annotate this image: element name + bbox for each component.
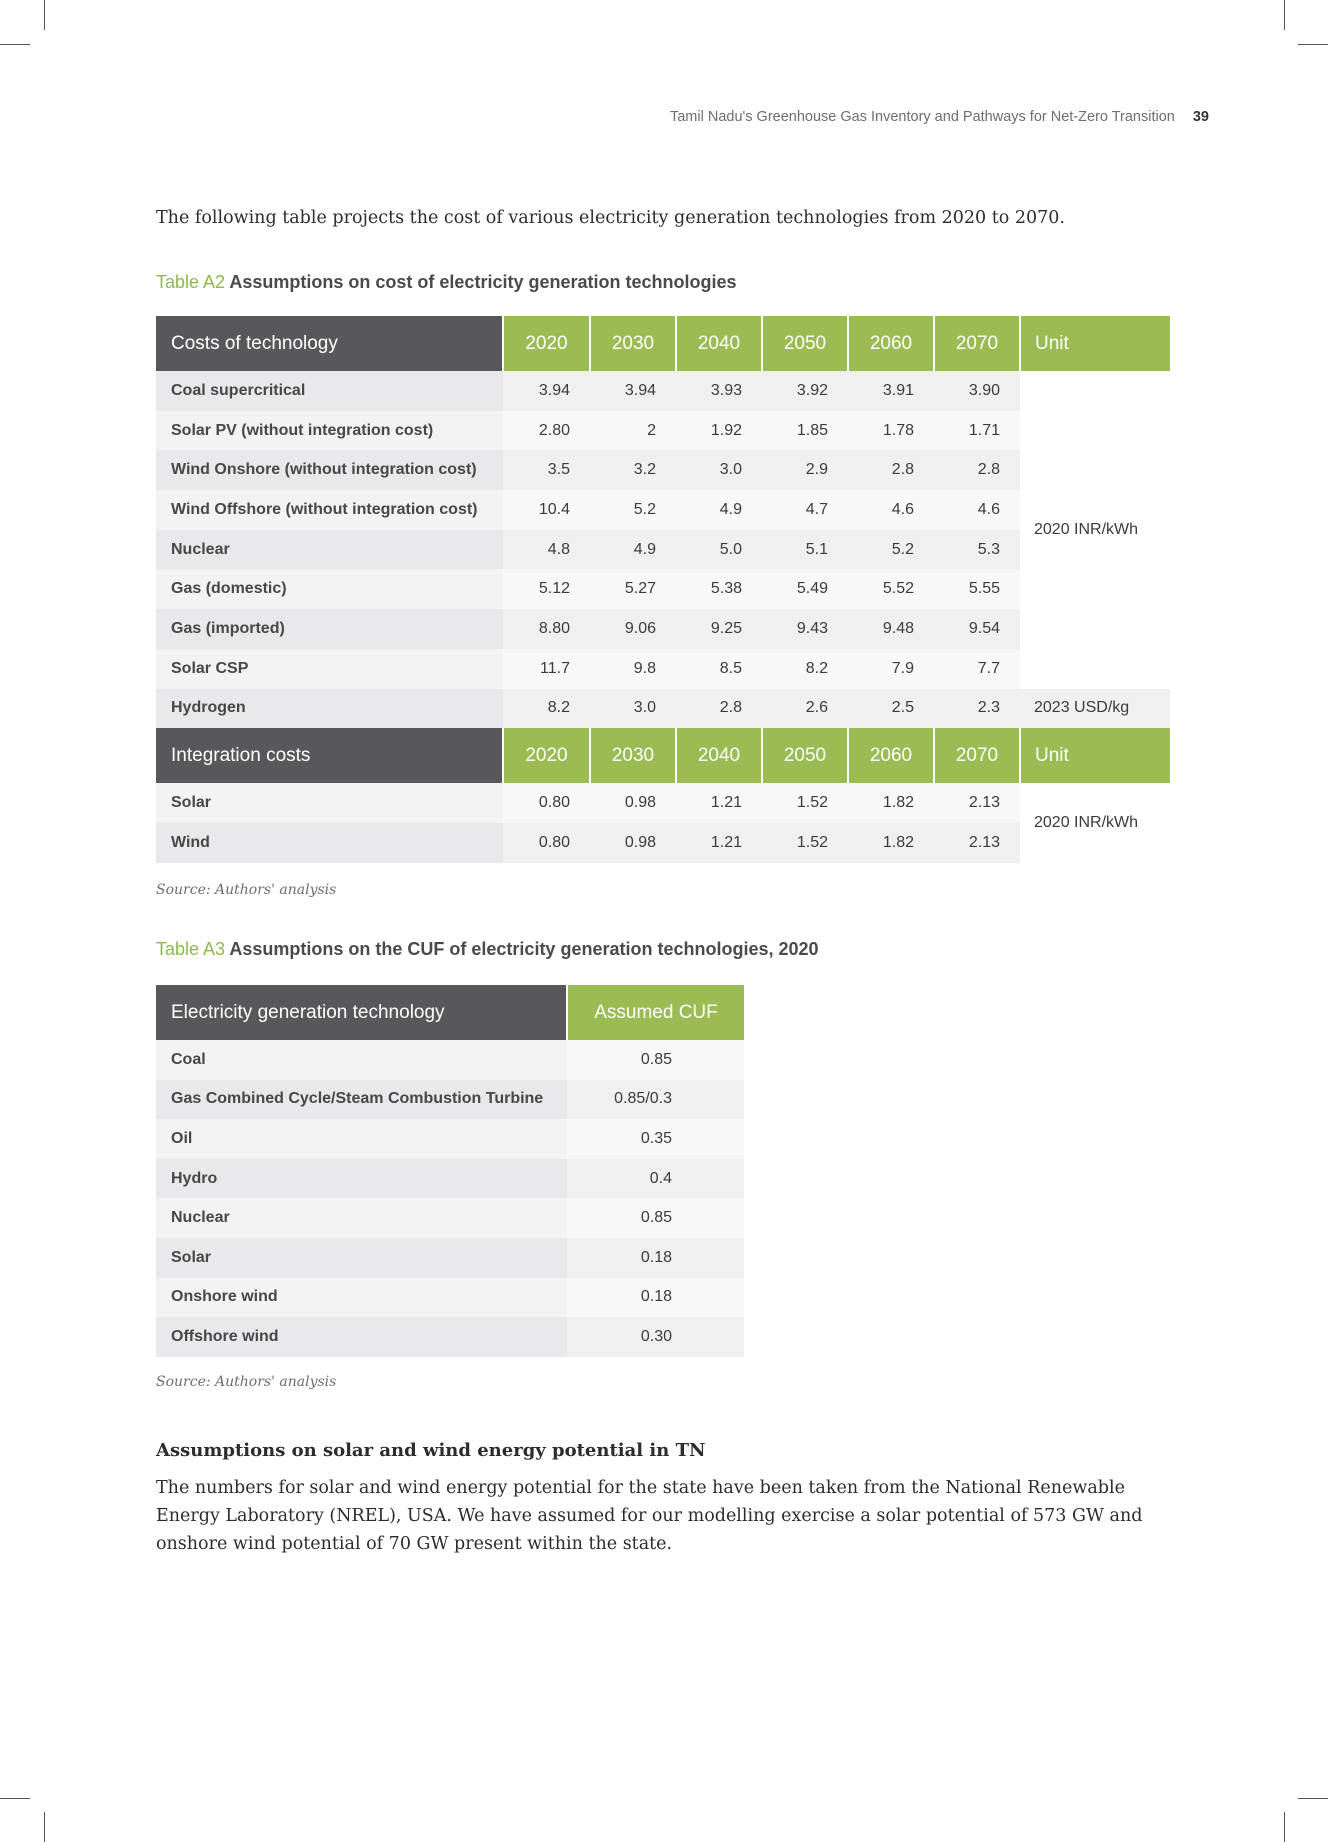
table-cell: 0.98: [590, 783, 676, 823]
table-cell: 3.91: [848, 371, 934, 411]
table-row: [156, 1317, 744, 1357]
table-cell: 5.3: [934, 530, 1020, 570]
table-cell: 3.94: [590, 371, 676, 411]
row-label: Hydrogen: [156, 689, 503, 729]
crop-mark: [0, 44, 30, 45]
row-label: Wind: [156, 823, 503, 863]
table-cell: 9.06: [590, 609, 676, 649]
table-cell: 0.80: [503, 783, 590, 823]
table-cell: 3.90: [934, 371, 1020, 411]
row-label: Solar: [156, 783, 503, 823]
page-number: 39: [1192, 109, 1209, 125]
table-cell: 1.21: [676, 823, 762, 863]
table-cell: 10.4: [503, 490, 590, 530]
crop-mark: [44, 1812, 45, 1842]
table-cell: 1.85: [762, 411, 848, 451]
table-cell: 5.55: [934, 569, 1020, 609]
table-title: Assumptions on cost of electricity generation technologies: [229, 272, 737, 292]
table-row: [156, 1278, 744, 1318]
table-cell: 1.82: [848, 783, 934, 823]
table-header-row: [156, 316, 1170, 371]
table-cell: 5.38: [676, 569, 762, 609]
table-cell: 1.78: [848, 411, 934, 451]
column-header: 2070: [934, 728, 1020, 783]
table-cell: 3.92: [762, 371, 848, 411]
column-header: 2050: [762, 728, 848, 783]
table-cell: 0.85: [567, 1198, 744, 1238]
table-a2: [156, 316, 1170, 863]
table-cell: 0.30: [567, 1317, 744, 1357]
table-cell: 9.48: [848, 609, 934, 649]
body-paragraph: The numbers for solar and wind energy potential for the state have been taken from the National Renewable Energy Laboratory (NREL), USA. We have assumed for our modelling exercise a solar potential of 573 GW and onshore wind potential of 70 GW present within the state.: [156, 1478, 1143, 1554]
row-label: Solar: [156, 1238, 567, 1278]
table-row: [156, 1198, 744, 1238]
table-cell: 3.0: [676, 450, 762, 490]
unit-cell: 2020 INR/kWh: [1020, 371, 1170, 689]
column-header: Unit: [1020, 316, 1170, 371]
table-cell: 4.9: [590, 530, 676, 570]
table-a3-source: Source: Authors' analysis: [156, 1374, 337, 1390]
column-header: Costs of technology: [156, 316, 503, 371]
table-row: [156, 450, 1170, 490]
column-header: Assumed CUF: [567, 985, 744, 1040]
table-cell: 0.35: [567, 1119, 744, 1159]
table-a3: [156, 985, 744, 1357]
table-cell: 2.9: [762, 450, 848, 490]
column-header: 2020: [503, 316, 590, 371]
table-a2-source: Source: Authors' analysis: [156, 882, 337, 898]
crop-mark: [0, 1798, 30, 1799]
table-cell: 1.52: [762, 823, 848, 863]
table-cell: 2.3: [934, 689, 1020, 729]
table-cell: 8.5: [676, 649, 762, 689]
table-cell: 7.9: [848, 649, 934, 689]
table-cell: 2.80: [503, 411, 590, 451]
row-label: Gas (domestic): [156, 569, 503, 609]
table-cell: 5.1: [762, 530, 848, 570]
table-row: [156, 411, 1170, 451]
table-cell: 5.27: [590, 569, 676, 609]
table-cell: 3.5: [503, 450, 590, 490]
crop-mark: [1298, 44, 1328, 45]
table-cell: 0.4: [567, 1159, 744, 1199]
table-cell: 2: [590, 411, 676, 451]
column-header: Integration costs: [156, 728, 503, 783]
table-row: [156, 490, 1170, 530]
table-cell: 0.85/0.3: [567, 1080, 744, 1120]
unit-cell: 2023 USD/kg: [1020, 689, 1170, 729]
column-header: 2060: [848, 316, 934, 371]
table-row: [156, 1119, 744, 1159]
table-cell: 9.8: [590, 649, 676, 689]
table-cell: 1.52: [762, 783, 848, 823]
column-header: 2050: [762, 316, 848, 371]
column-header: 2040: [676, 316, 762, 371]
crop-mark: [1298, 1798, 1328, 1799]
row-label: Coal: [156, 1040, 567, 1080]
table-cell: 3.0: [590, 689, 676, 729]
table-title: Assumptions on the CUF of electricity generation technologies, 2020: [229, 939, 819, 959]
row-label: Offshore wind: [156, 1317, 567, 1357]
table-cell: 2.6: [762, 689, 848, 729]
column-header: 2020: [503, 728, 590, 783]
table-cell: 9.54: [934, 609, 1020, 649]
table-row: [156, 1238, 744, 1278]
row-label: Gas (imported): [156, 609, 503, 649]
table-cell: 9.25: [676, 609, 762, 649]
table-header-row: [156, 985, 744, 1040]
table-cell: 3.2: [590, 450, 676, 490]
table-cell: 5.49: [762, 569, 848, 609]
table-cell: 11.7: [503, 649, 590, 689]
table-label: Table A2: [156, 272, 226, 292]
table-cell: 2.8: [934, 450, 1020, 490]
table-cell: 8.2: [762, 649, 848, 689]
table-cell: 0.80: [503, 823, 590, 863]
table-cell: 2.13: [934, 783, 1020, 823]
table-cell: 0.18: [567, 1278, 744, 1318]
row-label: Onshore wind: [156, 1278, 567, 1318]
table-row: [156, 371, 1170, 411]
row-label: Solar CSP: [156, 649, 503, 689]
crop-mark: [44, 0, 45, 30]
row-label: Hydro: [156, 1159, 567, 1199]
table-cell: 7.7: [934, 649, 1020, 689]
table-cell: 5.2: [848, 530, 934, 570]
table-cell: 2.8: [848, 450, 934, 490]
table-cell: 2.13: [934, 823, 1020, 863]
table-cell: 4.6: [934, 490, 1020, 530]
row-label: Nuclear: [156, 1198, 567, 1238]
running-title: Tamil Nadu's Greenhouse Gas Inventory and Pathways for Net-Zero Transition: [669, 109, 1175, 125]
column-header: Unit: [1020, 728, 1170, 783]
table-row: [156, 530, 1170, 570]
table-header-row: [156, 728, 1170, 783]
table-cell: 0.18: [567, 1238, 744, 1278]
table-row: [156, 1040, 744, 1080]
table-cell: 5.12: [503, 569, 590, 609]
table-cell: 8.80: [503, 609, 590, 649]
row-label: Coal supercritical: [156, 371, 503, 411]
row-label: Gas Combined Cycle/Steam Combustion Turbine: [156, 1080, 567, 1120]
table-row: [156, 689, 1170, 729]
column-header: Electricity generation technology: [156, 985, 567, 1040]
row-label: Solar PV (without integration cost): [156, 411, 503, 451]
column-header: 2030: [590, 728, 676, 783]
unit-cell: 2020 INR/kWh: [1020, 783, 1170, 863]
table-cell: 4.7: [762, 490, 848, 530]
table-cell: 4.8: [503, 530, 590, 570]
table-cell: 9.43: [762, 609, 848, 649]
column-header: 2040: [676, 728, 762, 783]
table-cell: 2.8: [676, 689, 762, 729]
row-label: Wind Offshore (without integration cost): [156, 490, 503, 530]
column-header: 2060: [848, 728, 934, 783]
table-row: [156, 569, 1170, 609]
section-heading: Assumptions on solar and wind energy potential in TN: [156, 1440, 706, 1461]
table-cell: 8.2: [503, 689, 590, 729]
intro-paragraph: The following table projects the cost of various electricity generation technologies from 2020 to 2070.: [156, 208, 1065, 228]
table-row: [156, 1159, 744, 1199]
running-header: [670, 109, 1209, 125]
crop-mark: [1284, 1812, 1285, 1842]
table-cell: 3.93: [676, 371, 762, 411]
column-header: 2070: [934, 316, 1020, 371]
row-label: Nuclear: [156, 530, 503, 570]
column-header: 2030: [590, 316, 676, 371]
table-a2-caption: [156, 272, 737, 293]
table-cell: 1.21: [676, 783, 762, 823]
table-cell: 1.71: [934, 411, 1020, 451]
table-cell: 5.0: [676, 530, 762, 570]
table-row: [156, 823, 1170, 863]
row-label: Oil: [156, 1119, 567, 1159]
crop-mark: [1284, 0, 1285, 30]
table-row: [156, 783, 1170, 823]
table-label: Table A3: [156, 939, 226, 959]
table-row: [156, 649, 1170, 689]
table-row: [156, 609, 1170, 649]
row-label: Wind Onshore (without integration cost): [156, 450, 503, 490]
table-cell: 5.2: [590, 490, 676, 530]
table-cell: 0.85: [567, 1040, 744, 1080]
table-cell: 1.82: [848, 823, 934, 863]
table-row: [156, 1080, 744, 1120]
table-cell: 3.94: [503, 371, 590, 411]
table-cell: 2.5: [848, 689, 934, 729]
table-cell: 1.92: [676, 411, 762, 451]
table-cell: 4.6: [848, 490, 934, 530]
table-cell: 4.9: [676, 490, 762, 530]
table-cell: 0.98: [590, 823, 676, 863]
table-cell: 5.52: [848, 569, 934, 609]
table-a3-caption: [156, 939, 819, 960]
